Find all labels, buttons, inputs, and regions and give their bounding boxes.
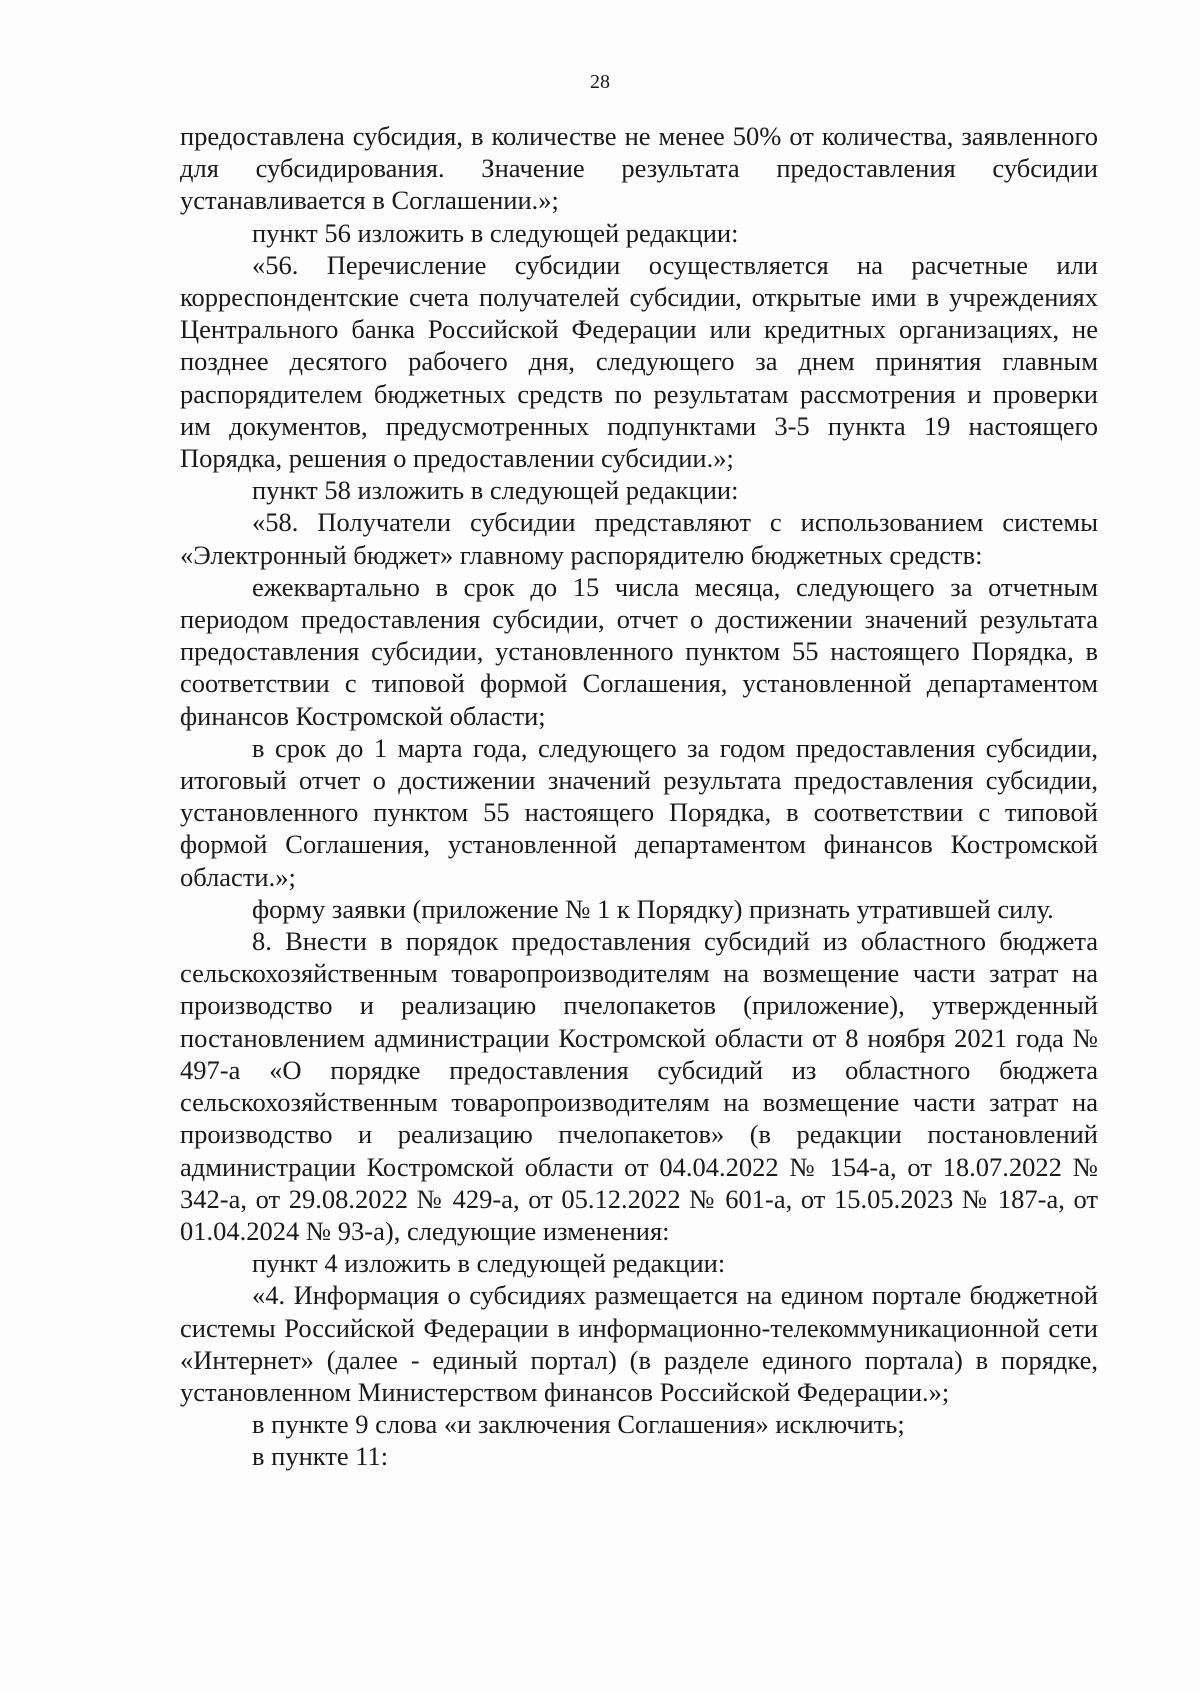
paragraph: в срок до 1 марта года, следующего за годом предоставления субсидии, итоговый отчет о достижении значений результата предоставления субсидии, установленного пунктом 55 настоящего Порядка, в соответствии с типовой формой Соглашения, установленной департаментом финансов Костромской области.»; xyxy=(180,732,1098,892)
paragraph: ежеквартально в срок до 15 числа месяца, следующего за отчетным периодом предоставления субсидии, отчет о достижении значений результата предоставления субсидии, установленного пунктом 55 настоящего Порядка, в соответствии с типовой формой Соглашения, установленной департаментом финансов Костромской области; xyxy=(180,571,1098,731)
document-body xyxy=(180,120,1098,1473)
paragraph: в пункте 11: xyxy=(252,1441,389,1472)
paragraph: «56. Перечисление субсидии осуществляется на расчетные или корреспондентские счета получателей субсидии, открытые ими в учреждениях Центрального банка Российской Федерации или кредитных организациях, не позднее десятого рабочего дня, следующего за днем принятия главным распорядителем бюджетных средств по результатам рассмотрения и проверки им документов, предусмотренных подпунктами 3-5 пункта 19 настоящего Порядка, решения о предоставлении субсидии.»; xyxy=(180,249,1098,474)
paragraph: форму заявки (приложение № 1 к Порядку) признать утратившей силу. xyxy=(252,893,1054,924)
paragraph: 8. Внести в порядок предоставления субсидий из областного бюджета сельскохозяйственным товаропроизводителям на возмещение части затрат на производство и реализацию пчелопакетов (приложение), утвержденный постановлением администрации Костромской области от 8 ноября 2021 года № 497-а «О порядке предоставления субсидий из областного бюджета сельскохозяйственным товаропроизводителям на возмещение части затрат на производство и реализацию пчелопакетов» (в редакции постановлений администрации Костромской области от 04.04.2022 № 154-а, от 18.07.2022 № 342-а, от 29.08.2022 № 429-а, от 05.12.2022 № 601-а, от 15.05.2023 № 187-а, от 01.04.2024 № 93-а), следующие изменения: xyxy=(180,926,1098,1246)
paragraph: «58. Получатели субсидии представляют с использованием системы «Электронный бюджет» главному распорядителю бюджетных средств: xyxy=(180,507,1098,570)
page-number: 28 xyxy=(590,71,610,93)
paragraph: пункт 58 изложить в следующей редакции: xyxy=(252,475,739,506)
paragraph: пункт 4 изложить в следующей редакции: xyxy=(252,1248,726,1279)
paragraph: пункт 56 изложить в следующей редакции: xyxy=(252,217,739,248)
paragraph: предоставлена субсидия, в количестве не менее 50% от количества, заявленного для субсидирования. Значение результата предоставления субсидии устанавливается в Соглашении.»; xyxy=(180,121,1098,216)
paragraph: «4. Информация о субсидиях размещается на едином портале бюджетной системы Российской Федерации в информационно-телекоммуникационной сети «Интернет» (далее - единый портал) (в разделе единого портала) в порядке, установленном Министерством финансов Российской Федерации.»; xyxy=(180,1280,1098,1407)
paragraph: в пункте 9 слова «и заключения Соглашения» исключить; xyxy=(252,1409,905,1440)
